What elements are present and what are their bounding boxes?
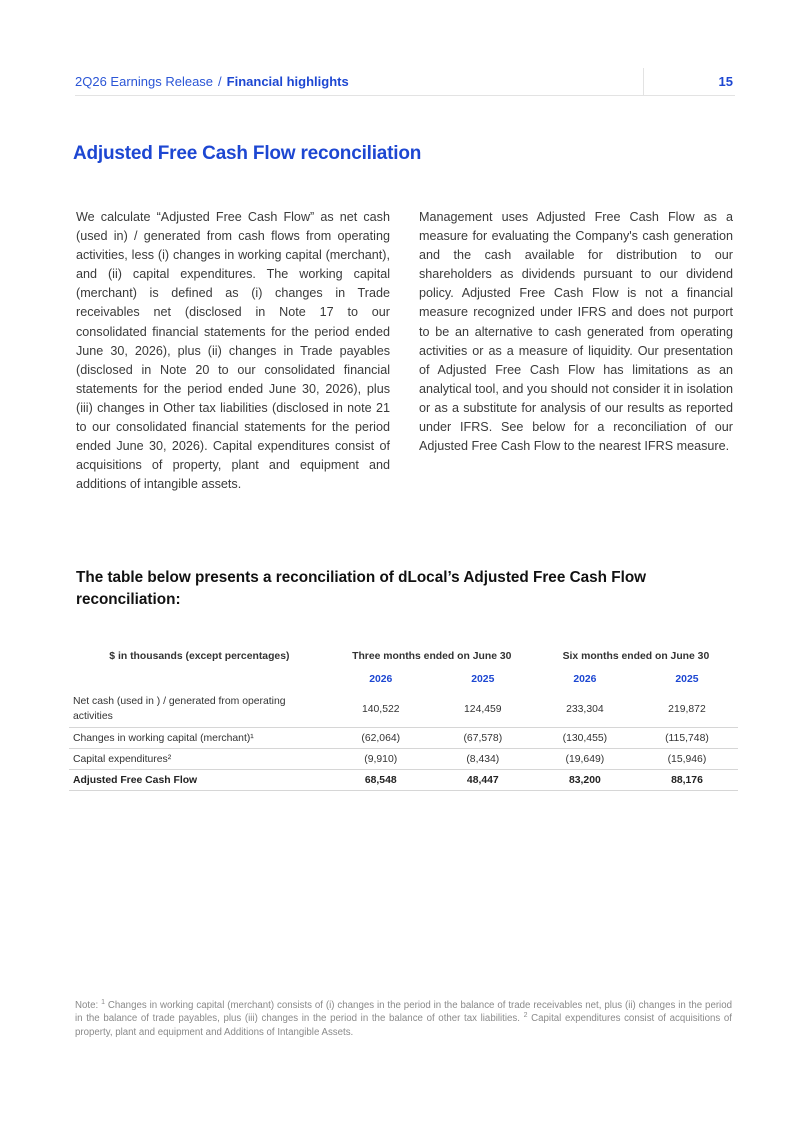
- breadcrumb-separator: /: [218, 74, 222, 89]
- table-intro-heading: The table below presents a reconciliation of dLocal’s Adjusted Free Cash Flow reconciliation:: [76, 569, 647, 608]
- footnote-text: Changes in working capital (merchant) consists of (i) changes in the period in the balance of trade receivables net, plus (ii) changes in the period in the balance of trade payables, plus (iii) changes in the period in the balance of other tax liabilities.: [75, 1000, 732, 1025]
- page-title: Adjusted Free Cash Flow reconciliation: [73, 143, 422, 164]
- page-number: 15: [718, 74, 733, 89]
- table-row-total: [69, 770, 738, 791]
- year-header: 2026: [573, 673, 597, 685]
- table-cell: (19,649): [534, 749, 636, 770]
- body-paragraph-right: Management uses Adjusted Free Cash Flow as a measure for evaluating the Company's cash generation and the cash available for distribution to our shareholders as dividends pursuant to our dividend policy. Adjusted Free Cash Flow is not a financial measure recognized under IFRS and does not purport to be an alternative to cash generated from operating activities or as a measure of liquidity. Our presentation of Adjusted Free Cash Flow has limitations as an analytical tool, and you should not consider it in isolation or as a substitute for analysis of our results as reported under IFRS. See below for a reconciliation of our Adjusted Free Cash Flow to the nearest IFRS measure.: [419, 210, 733, 454]
- table-cell: (130,455): [534, 728, 636, 749]
- table-cell: 88,176: [636, 770, 738, 791]
- table-cell: (67,578): [432, 728, 534, 749]
- table-cell: (15,946): [636, 749, 738, 770]
- footnote: [75, 999, 732, 1039]
- year-header: 2025: [471, 673, 495, 685]
- table-cell: 233,304: [566, 703, 604, 715]
- footnote-text: Capital expenditures consist of acquisitions of property, plant and equipment and Additions of Intangible Assets.: [75, 1013, 732, 1038]
- group-header-six-months: Six months ended on June 30: [562, 650, 710, 662]
- table-cell: 124,459: [464, 703, 502, 715]
- footnote-marker: 1: [101, 998, 105, 1006]
- row-label: Capital expenditures²: [69, 749, 330, 770]
- reconciliation-table: [69, 645, 738, 791]
- table-row-capex: [69, 749, 738, 770]
- table-row-net-cash: [69, 691, 738, 728]
- unit-header: $ in thousands (except percentages): [109, 650, 290, 662]
- table-year-row: [69, 667, 738, 691]
- table-cell: 140,522: [361, 703, 400, 715]
- group-header-three-months: Three months ended on June 30: [352, 650, 512, 662]
- year-header: 2026: [369, 673, 393, 685]
- table-header-row: [69, 645, 738, 667]
- row-label: Changes in working capital (merchant)¹: [69, 728, 330, 749]
- breadcrumb-root[interactable]: 2Q26 Earnings Release: [75, 74, 214, 89]
- row-label: Adjusted Free Cash Flow: [69, 770, 330, 791]
- table-row-working-capital: [69, 728, 738, 749]
- page-header: [75, 68, 735, 96]
- footnote-prefix: Note:: [75, 1000, 99, 1011]
- table-cell: (115,748): [636, 728, 738, 749]
- breadcrumb-current[interactable]: Financial highlights: [226, 74, 349, 89]
- table-cell: (62,064): [330, 728, 432, 749]
- year-header-spacer: [69, 667, 330, 691]
- body-paragraph-left: We calculate “Adjusted Free Cash Flow” as net cash (used in) / generated from cash flows from operating activities, less (i) changes in working capital (merchant), and (ii) capital expenditures. The working capital (merchant) is defined as (i) changes in Trade receivables net (disclosed in Note 17 to our consolidated financial statements for the period ended June 30, 2026), plus (ii) changes in Trade payables (disclosed in Note 20 to our consolidated financial statements for the period ended June 30, 2026), plus (iii) changes in Other tax liabilities (disclosed in note 21 to our consolidated financial statements for the period ended June 30, 2026). Capital expenditures consist of acquisitions of property, plant and equipment and additions of intangible assets.: [76, 210, 390, 492]
- table-cell: (9,910): [330, 749, 432, 770]
- breadcrumb: [75, 74, 349, 89]
- table-cell: 219,872: [668, 703, 706, 715]
- year-header: 2025: [675, 673, 699, 685]
- table-cell: 83,200: [534, 770, 636, 791]
- header-divider: [643, 68, 644, 95]
- footnote-marker: 2: [523, 1012, 528, 1020]
- table-cell: 48,447: [432, 770, 534, 791]
- table-cell: (8,434): [432, 749, 534, 770]
- table-cell: 68,548: [330, 770, 432, 791]
- row-label: Net cash (used in ) / generated from operating activities: [73, 696, 286, 722]
